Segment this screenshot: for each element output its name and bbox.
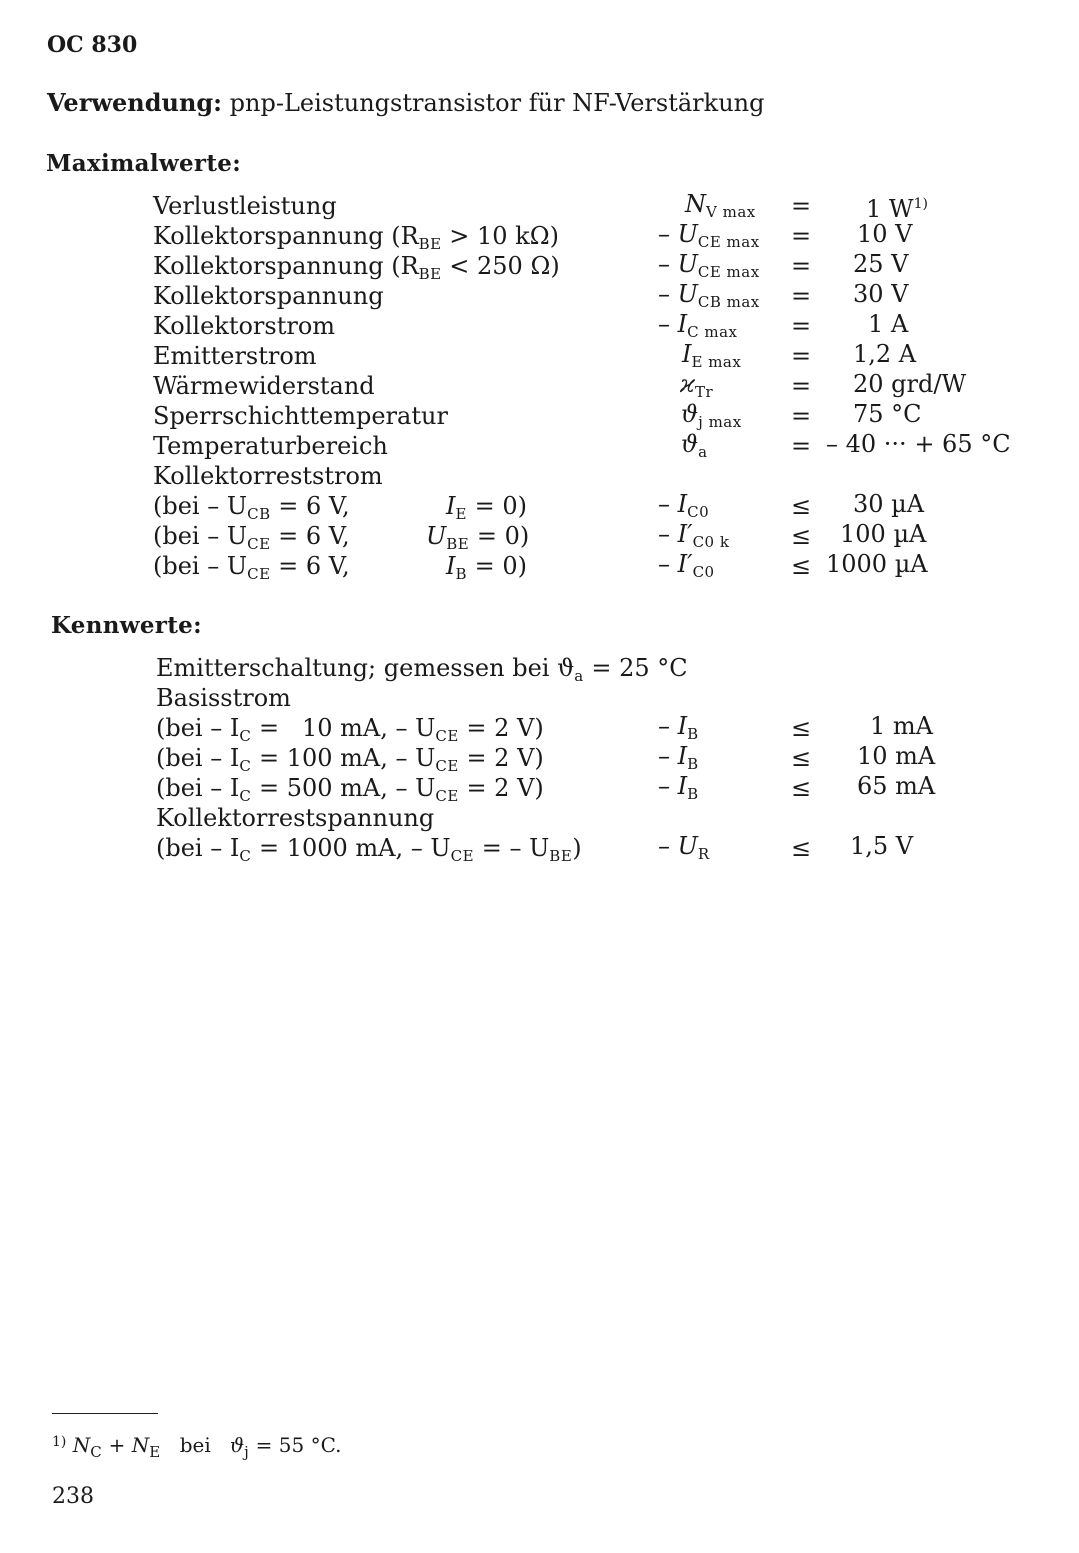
max-row-relation: = [790,342,812,370]
basis-row-symbol: – $I_B$ [658,712,699,743]
max-row-label: Kollektorspannung ($R_{BE} > 10$ kΩ) [153,222,559,253]
rest-row-condition: ($bei - I_C = 1000$ mA, – $U_{CE}$ = – $U_{BE}$) [156,834,582,865]
max-row-relation: = [790,222,812,250]
max-row-relation: = [790,252,812,280]
leak-row-symbol: – $I'_{C0}$ [658,550,715,581]
max-row-symbol: – $U_{CB max}$ [658,280,760,311]
max-row-symbol: $ϰ_{Tr}$ [680,370,714,401]
leak-row-value: 1000 µA [826,550,928,578]
rest-label: Kollektorrestspannung [156,804,435,832]
max-row-value: 20 grd/W [853,370,967,398]
leak-row-value: 30 µA [853,490,925,518]
basis-row-symbol: – $I_B$ [658,742,699,773]
rest-row-relation: ≤ [790,834,812,862]
max-row-label: Temperaturbereich [153,432,388,460]
max-row-label: Kollektorspannung [153,282,384,310]
max-row-relation: = [790,432,812,460]
basis-row-symbol: – $I_B$ [658,772,699,803]
basis-label: Basisstrom [156,684,291,712]
page-title: OC 830 [47,32,138,58]
max-row-symbol: – $U_{CE max}$ [658,220,760,251]
usage-label: Verwendung: [47,88,223,117]
max-row-symbol: – $U_{CE max}$ [658,250,760,281]
max-row-label: Wärmewiderstand [153,372,375,400]
max-heading: Maximalwerte: [46,150,241,177]
max-row-relation: = [790,312,812,340]
basis-row-relation: ≤ [790,774,812,802]
basis-row-condition: ($bei - I_C = 10$ mA, – $U_{CE} = 2$ V) [156,714,544,745]
basis-row-relation: ≤ [790,744,812,772]
max-row-label: Kollektorreststrom [153,462,383,490]
max-row-value: 75 °C [853,400,922,428]
page-number: 238 [52,1484,94,1509]
max-row-label: Kollektorstrom [153,312,336,340]
max-row-relation: = [790,372,812,400]
leak-row-condition-b: $I_B = 0$) [446,552,528,583]
footnote-divider [52,1413,158,1414]
leak-row-condition-a: ($bei - U_{CB} = 6$ V, [153,492,350,523]
basis-row-value: 65 mA [857,772,936,800]
leak-row-relation: ≤ [790,522,812,550]
kenn-intro: Emitterschaltung; gemessen bei $ϑ_a = 25$ °C [156,654,688,685]
basis-row-condition: ($bei - I_C = 500$ mA, – $U_{CE} = 2$ V) [156,774,544,805]
usage-line [47,88,764,117]
leak-row-condition-a: ($bei - U_{CE} = 6$ V, [153,522,350,553]
leak-row-relation: ≤ [790,492,812,520]
max-row-value: 1 A [868,310,909,338]
leak-row-condition-a: ($bei - U_{CE} = 6$ V, [153,552,350,583]
max-row-relation: = [790,282,812,310]
basis-row-condition: ($bei - I_C = 100$ mA, – $U_{CE} = 2$ V) [156,744,544,775]
max-row-relation: = [790,402,812,430]
rest-row-symbol: – $U_R$ [658,832,710,863]
max-row-value: – 40 ··· + 65 °C [826,430,1011,458]
basis-row-value: 10 mA [857,742,936,770]
max-row-value: 10 V [857,220,913,248]
max-row-relation: = [790,192,812,220]
max-row-symbol: – $I_{C max}$ [658,310,738,341]
leak-row-relation: ≤ [790,552,812,580]
max-row-label: Sperrschichttemperatur [153,402,448,430]
leak-row-symbol: – $I'_{C0 k}$ [658,520,730,551]
max-row-symbol: $N_{V max}$ [685,190,756,221]
basis-row-value: 1 mA [870,712,933,740]
footnote-ref: 1) [913,196,928,212]
max-row-label: Kollektorspannung ($R_{BE} < 250$ Ω) [153,252,560,283]
max-row-value: 30 V [853,280,909,308]
basis-row-relation: ≤ [790,714,812,742]
max-row-label: Verlustleistung [153,192,337,220]
max-row-value: 1 $W^{1)}$ [866,195,928,223]
leak-row-value: 100 µA [840,520,927,548]
max-row-value: 25 V [853,250,909,278]
max-row-label: Emitterstrom [153,342,317,370]
rest-row-value: 1,5 V [850,832,914,860]
leak-row-symbol: – $I_{C0}$ [658,490,710,521]
max-row-value: 1,2 A [853,340,917,368]
max-row-symbol: $ϑ_a$ [681,430,708,461]
leak-row-condition-b: $U_{BE} = 0$) [426,522,530,553]
usage-text: pnp-Leistungstransistor für NF-Verstärkung [229,89,765,117]
leak-row-condition-b: $I_E = 0$) [446,492,527,523]
max-row-symbol: $ϑ_{j max}$ [681,400,742,431]
footnote: $^{1)}$ $N_C + N_E$ bei $ϑ_j = 55$ °C. [52,1433,342,1461]
max-row-symbol: $I_{E max}$ [682,340,742,371]
kenn-heading: Kennwerte: [51,612,202,639]
